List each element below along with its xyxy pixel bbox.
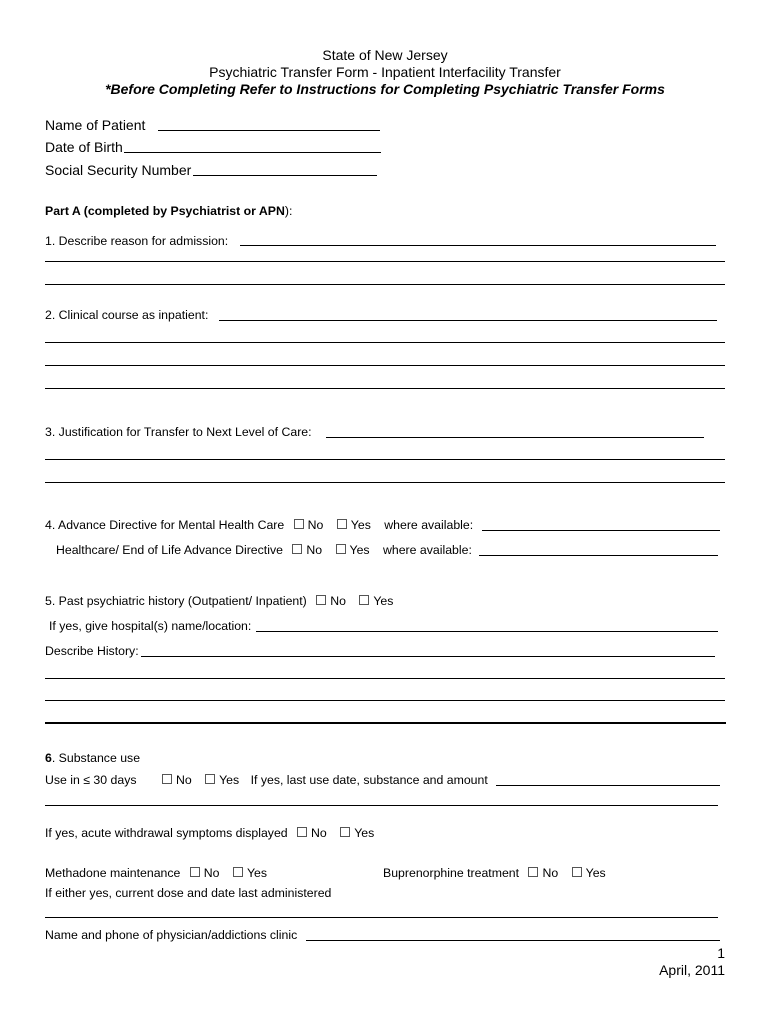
q6-methadone-no-label: No [203,866,220,880]
q2-answer-line-3[interactable] [45,365,725,366]
q4b-where-label: where available: [383,543,472,557]
q4a-no-checkbox[interactable] [294,519,304,529]
q4a-yes-checkbox[interactable] [337,519,347,529]
q6-title: 6. Substance use [45,751,141,765]
q5-row [45,595,393,607]
date-of-birth-field[interactable] [124,152,381,153]
q6-dose-field[interactable] [45,917,718,918]
form-instructions-note: *Before Completing Refer to Instructions for Completing Psychiatric Transfer Forms [105,81,665,97]
q6-withdrawal-row [45,827,374,839]
q4a-no-label: No [307,518,324,532]
q4a-where-label: where available: [384,518,474,532]
q4b-no-checkbox[interactable] [292,544,302,554]
section-divider [45,722,726,724]
q2-answer-line-2[interactable] [45,342,725,343]
q6-buprenorphine-yes-checkbox[interactable] [572,867,582,877]
q3-answer-line-2[interactable] [45,459,725,460]
q4-advance-directive-row [45,519,473,531]
q6-methadone-row [45,867,267,879]
q6-buprenorphine-no-label: No [542,866,559,880]
q6-use-yes-label: Yes [219,773,240,787]
q4-advance-directive-label: 4. Advance Directive for Mental Health Care [45,518,285,532]
q6-use-no-label: No [175,773,192,787]
patient-name-field[interactable] [158,130,380,131]
q6-withdrawal-no-label: No [311,826,327,840]
q5-history-line-1[interactable] [141,656,715,657]
ssn-label: Social Security Number [45,162,192,178]
q6-withdrawal-no-checkbox[interactable] [297,827,307,837]
q5-label: 5. Past psychiatric history (Outpatient/ Inpatient) [45,594,307,608]
q4b-yes-checkbox[interactable] [336,544,346,554]
q2-answer-line-4[interactable] [45,388,725,389]
q4b-where-field[interactable] [479,555,718,556]
q5-yes-checkbox[interactable] [359,595,369,605]
q1-label: 1. Describe reason for admission: [45,234,229,248]
q2-answer-line-1[interactable] [219,320,717,321]
date-of-birth-label: Date of Birth [45,139,123,155]
page-number: 1 [717,945,725,961]
q6-last-use-label: If yes, last use date, substance and amount [250,773,488,787]
q6-physician-field[interactable] [306,940,720,941]
q1-answer-line-2[interactable] [45,261,725,262]
q6-use-yes-checkbox[interactable] [205,774,215,784]
q5-history-label: Describe History: [45,644,139,658]
q6-buprenorphine-label: Buprenorphine treatment [383,866,520,880]
q4a-where-field[interactable] [482,530,720,531]
q6-last-use-field[interactable] [496,785,720,786]
q5-no-checkbox[interactable] [316,595,326,605]
q5-yes-label: Yes [373,594,394,608]
form-state-title: State of New Jersey [322,47,448,63]
q3-label: 3. Justification for Transfer to Next Level of Care: [45,425,312,439]
patient-name-label: Name of Patient [45,117,146,133]
q4a-yes-label: Yes [350,518,371,532]
q1-answer-line-3[interactable] [45,284,725,285]
q6-use-row [45,774,488,786]
q6-buprenorphine-row [383,867,606,879]
q5-history-line-2[interactable] [45,678,725,679]
q6-methadone-yes-checkbox[interactable] [233,867,243,877]
part-a-heading: Part A (completed by Psychiatrist or APN): [45,204,293,218]
q5-no-label: No [330,594,346,608]
q4-end-of-life-row [56,544,472,556]
q4b-yes-label: Yes [349,543,370,557]
form-title: Psychiatric Transfer Form - Inpatient Interfacility Transfer [209,64,561,80]
q6-buprenorphine-no-checkbox[interactable] [528,867,538,877]
q6-methadone-no-checkbox[interactable] [190,867,200,877]
q3-answer-line-3[interactable] [45,482,725,483]
q6-use-no-checkbox[interactable] [162,774,172,784]
q5-hospital-label: If yes, give hospital(s) name/location: [49,619,252,633]
q6-withdrawal-yes-checkbox[interactable] [340,827,350,837]
q6-withdrawal-yes-label: Yes [354,826,375,840]
q6-physician-label: Name and phone of physician/addictions clinic [45,928,298,942]
q6-dose-label: If either yes, current dose and date last administered [45,886,332,900]
q3-answer-line-1[interactable] [326,437,704,438]
q4b-no-label: No [306,543,323,557]
q6-withdrawal-label: If yes, acute withdrawal symptoms displayed [45,826,288,840]
q6-buprenorphine-yes-label: Yes [585,866,606,880]
form-revision-date: April, 2011 [659,962,725,978]
q5-hospital-field[interactable] [256,631,718,632]
q6-methadone-label: Methadone maintenance [45,866,181,880]
q5-history-line-3[interactable] [45,700,725,701]
q6-methadone-yes-label: Yes [246,866,268,880]
q2-label: 2. Clinical course as inpatient: [45,308,209,322]
q6-use-label: Use in ≤ 30 days [45,773,137,787]
ssn-field[interactable] [193,175,377,176]
q1-answer-line-1[interactable] [240,245,716,246]
q4-end-of-life-label: Healthcare/ End of Life Advance Directive [56,543,283,557]
q6-last-use-line-2[interactable] [45,805,718,806]
